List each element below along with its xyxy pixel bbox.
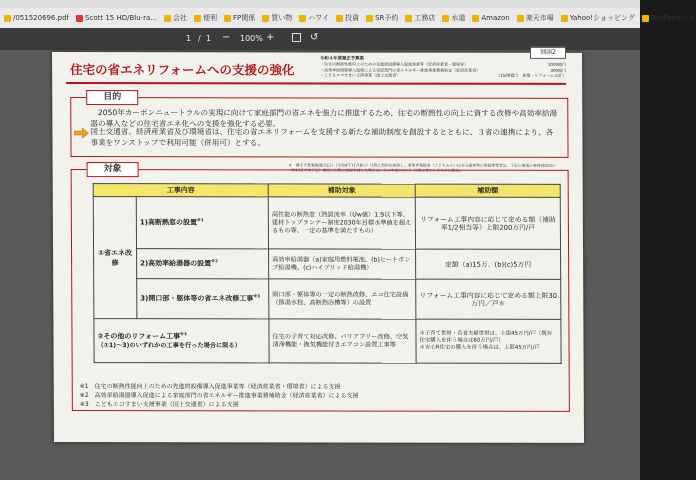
folder-icon: [262, 15, 269, 22]
amazon-icon: [472, 15, 479, 22]
footnote-ref: ※3: [253, 293, 261, 299]
amount-cell: リフォーム工事内容に応じて定める額（補助率1/2相当等）上限200万円/戸: [415, 197, 560, 249]
target-note: ※ 補正予算案閣議決定日（令和4年11月8日）以降に契約を締結し、事業者登録後（こどもみらい住宅支援事業の登録事業者は、下記の事業の事務局開設日（R4/12中旬予定）開設日以降に登録申請した場合は、その申請日の日）以降に着工したものに限る。: [288, 162, 556, 173]
target-cell: 高性能の断熱窓（熱貫流率（Uw値）1.9以下等、建材トップランナー制度2030年目標水準値を超えるもの等、一定の基準を満たすもの）: [268, 197, 415, 249]
bookmark-label: 水道: [451, 14, 466, 22]
amount-note: ＊子育て世帯・若者夫婦世帯は、上限45万円/戸（既存住宅購入を伴う場合は60万円/戸）: [419, 330, 553, 344]
zoom-in-button[interactable]: +: [266, 32, 275, 43]
bookmark-label: FP関係: [233, 14, 256, 22]
budget-line-amount: 300億円: [550, 67, 567, 73]
budget-line: [320, 72, 566, 78]
bookmark-label: SR予約: [375, 14, 399, 22]
bookmark-item[interactable]: [642, 13, 696, 23]
work-cell: [137, 249, 269, 279]
budget-line-text: ・こどもエコすまい支援事業（国土交通省）: [320, 72, 401, 78]
table-row: [94, 279, 561, 320]
folder-icon: [442, 15, 449, 22]
rotate-icon[interactable]: ↺: [310, 32, 319, 43]
footnote: ※1 住宅の断熱性能向上のための先進的設備導入促進事業等（経済産業省・環境省）による支援: [79, 383, 341, 391]
target-cell: 高効率給湯器（a)家庭用燃料電池、(b)ヒートポンプ給湯機、(c)ハイブリッド給湯機）: [269, 249, 416, 279]
amount-cell: リフォーム工事内容に応じて定める額上限30万円／戸＊: [416, 279, 561, 319]
folder-icon: [194, 15, 201, 22]
bookmark-item[interactable]: [336, 13, 359, 23]
bookmark-label: Amazon: [481, 14, 510, 22]
folder-icon: [366, 15, 373, 22]
bookmark-label: Yahoo!ショッピング: [569, 14, 635, 22]
work-sub-label: （①1)～3)のいずれかの工事を行った場合に限る）: [97, 342, 241, 350]
budget-line-amount: 1000億円: [547, 62, 567, 68]
table-row: [94, 249, 561, 280]
bookmark-item[interactable]: [299, 13, 329, 23]
amount-notes-cell: [416, 319, 561, 363]
header-amount: 補助額: [415, 184, 560, 197]
purpose-text-2: 国土交通省、経済産業省及び環境省は、住宅の省エネリフォームを支援する新たな補助制度を創設するとともに、３省の連携により、各事業をワンストップで利用可能（併用可）とする。: [90, 127, 554, 148]
bookmark-item[interactable]: [442, 13, 465, 23]
bookmark-item[interactable]: [472, 14, 509, 22]
target-cell: 住宅の子育て対応改修、バリアフリー改修、空気清浄機能・換気機能付きエアコン設置工事等: [269, 319, 416, 363]
work-label: 1)高断熱窓の設置: [139, 218, 197, 227]
bookmarks-bar: [0, 8, 696, 28]
budget-line-amount: （1500億円 新築・リフォーム合計）: [496, 72, 567, 78]
page-total: 1: [206, 34, 212, 43]
table-row: [93, 197, 560, 250]
budget-heading: 令和４年度補正予算案: [320, 56, 364, 62]
budget-line-text: ・高効率給湯器導入促進による家庭部門の省エネルギー推進事業費補助金（経済産業省）: [320, 67, 481, 73]
footnote-ref: ※1: [196, 217, 204, 223]
paypay-icon: [642, 15, 649, 22]
budget-summary: [320, 56, 566, 82]
annex-label: 別添2: [530, 47, 566, 59]
bookmark-item[interactable]: [262, 13, 292, 23]
bookmark-item[interactable]: [164, 13, 187, 23]
bookmark-label: PayPayモール: [650, 14, 696, 22]
target-cell: 開口部・躯体等の一定の断熱改修、エコ住宅設備（節湯水栓、高断熱浴槽等）の設置: [269, 279, 416, 319]
budget-line-text: ・住宅の断熱性能向上のための先進的設備導入促進事業等（経済産業省・環境省）: [320, 61, 469, 68]
folder-icon: [299, 15, 306, 22]
folder-icon: [336, 15, 343, 22]
bookmark-item[interactable]: [561, 13, 635, 23]
amount-cell: 定額（a)15万、(b)(c)5万円: [416, 249, 561, 279]
header-work: 工事内容: [93, 184, 268, 197]
footnote-ref: ※2: [211, 258, 218, 264]
header-target: 補助対象: [268, 184, 415, 197]
file-icon: [4, 15, 11, 22]
zoom-out-button[interactable]: −: [222, 32, 231, 43]
target-label: 対象: [87, 162, 139, 177]
arrow-right-icon: [74, 128, 88, 138]
page-current[interactable]: 1: [186, 34, 192, 43]
footnote: ※2 高効率給湯器導入促進による家庭部門の省エネルギー推進事業費補助金（経済産業省）による支援: [79, 392, 359, 400]
purpose-text-1: 2050年カーボンニュートラルの実現に向けて家庭部門の省エネを強力に推進するため、住宅の断熱性の向上に資する改修や高効率給湯器の導入などの住宅省エネ化への支援を強化する必要。: [90, 108, 558, 129]
work-cell: [136, 197, 268, 249]
budget-lines: [320, 62, 566, 78]
bookmark-label: 投資: [345, 14, 360, 22]
footnotes: [80, 382, 560, 410]
bookmark-item[interactable]: [517, 13, 554, 23]
work-cell: [94, 319, 269, 363]
work-label: ②その他のリフォーム工事: [97, 332, 181, 341]
page-separator: /: [198, 34, 201, 43]
page-title: 住宅の省エネリフォームへの支援の強化: [70, 62, 295, 78]
bookmark-item[interactable]: [194, 13, 217, 23]
bookmark-item[interactable]: [224, 13, 255, 23]
work-label: 2)高効率給湯器の設置: [140, 259, 212, 268]
bookmark-item[interactable]: [405, 13, 435, 23]
bookmark-label: Scott 15 HD/Blu-ra...: [85, 14, 158, 22]
zoom-level[interactable]: 100%: [240, 34, 263, 43]
fit-page-icon[interactable]: [292, 33, 301, 42]
bookmark-item[interactable]: [4, 14, 69, 22]
bookmark-label: 楽天市場: [525, 14, 554, 22]
yahoo-icon: [561, 15, 568, 22]
bookmark-label: 会社: [173, 14, 188, 22]
bookmark-item[interactable]: [366, 13, 398, 23]
footnote: ※3 こどもエコすまい支援事業（国土交通省）による支援: [79, 401, 239, 409]
footnote-ref: ※3: [180, 331, 187, 337]
bookmark-label: 便利: [203, 14, 218, 22]
group-label: ①省エネ改修: [93, 197, 137, 319]
amount-note: ＊安心R住宅の購入を伴う場合は、上限45万円/戸: [419, 344, 540, 351]
folder-icon: [224, 15, 231, 22]
rakuten-icon: [517, 15, 524, 22]
bookmark-label: ハワイ: [308, 14, 330, 22]
purpose-label: 目的: [86, 90, 138, 105]
pdf-page: [52, 48, 584, 443]
folder-icon: [164, 15, 171, 22]
bookmark-label: 工務店: [414, 14, 436, 22]
folder-icon: [405, 15, 412, 22]
r-icon: [76, 15, 83, 22]
bookmark-label: 買い物: [271, 14, 293, 22]
subsidy-table: [93, 183, 562, 364]
work-label: 3)開口部・躯体等の省エネ改修工事: [140, 294, 254, 304]
bookmark-label: /051520696.pdf: [13, 14, 70, 22]
work-cell: [137, 279, 269, 319]
table-row: [94, 319, 561, 364]
bookmark-item[interactable]: [76, 14, 157, 22]
